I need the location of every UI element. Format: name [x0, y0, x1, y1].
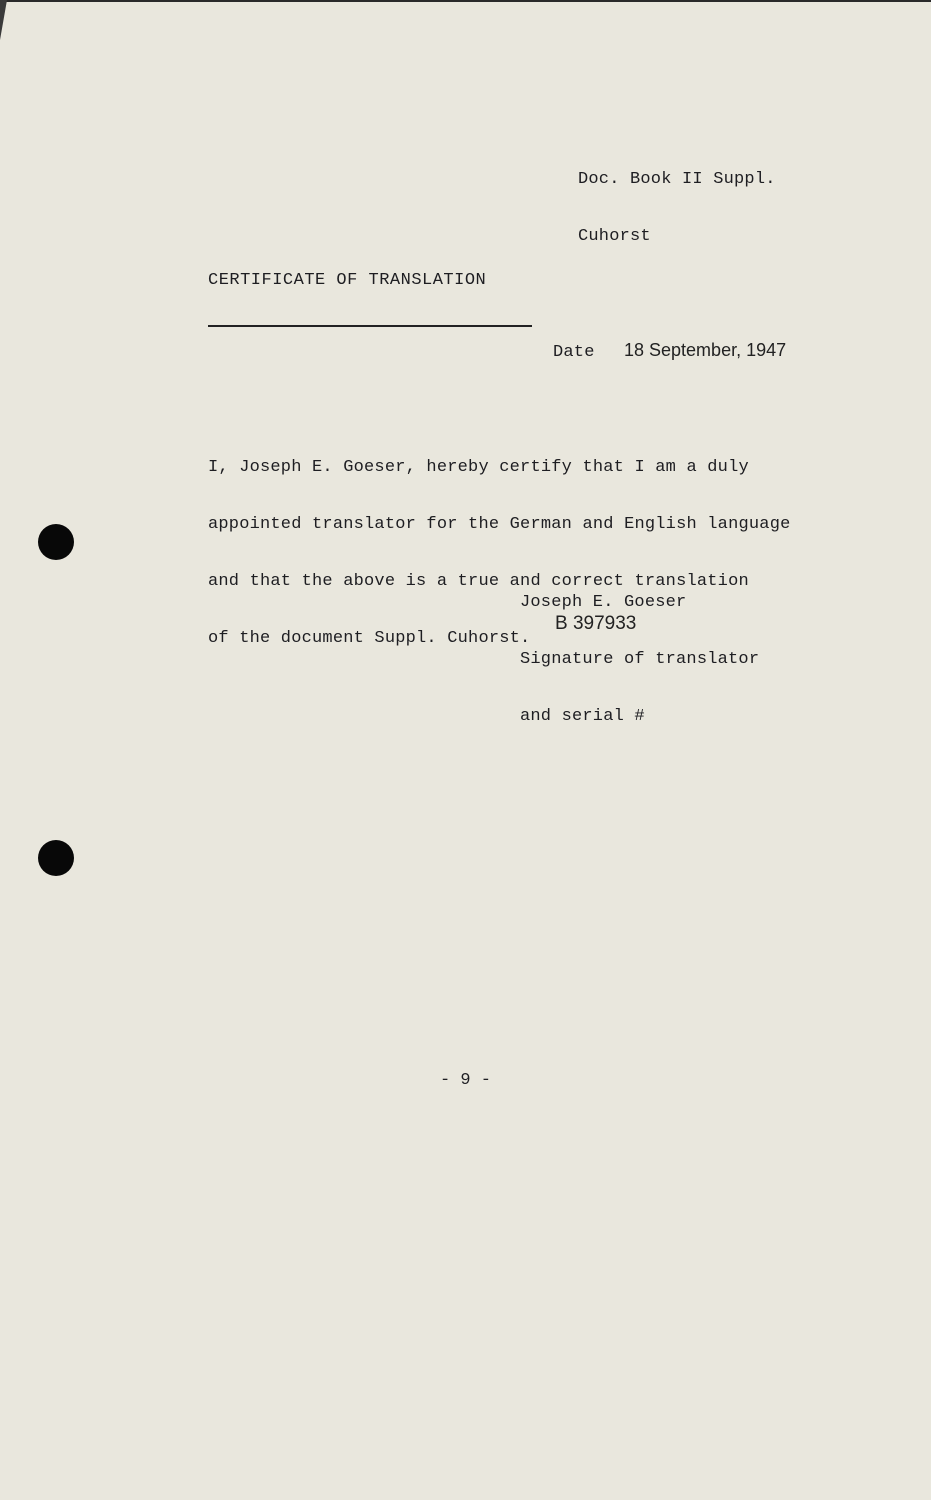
date-value: 18 September, 1947 [624, 340, 787, 360]
document-reference-line-1: Doc. Book II Suppl. [578, 170, 776, 189]
top-edge-rule [0, 0, 931, 2]
punch-hole-lower [38, 840, 74, 876]
title-underline [208, 325, 532, 327]
signature-block [520, 555, 759, 764]
signature-caption-line-2: and serial # [520, 707, 645, 726]
corner-shadow [0, 0, 7, 40]
page-number: - 9 - [440, 1071, 492, 1090]
translator-name: Joseph E. Goeser [520, 593, 687, 612]
punch-hole-upper [38, 524, 74, 560]
certification-line-2: appointed translator for the German and English language [208, 515, 791, 534]
date-label: Date [553, 343, 595, 362]
certificate-title: CERTIFICATE OF TRANSLATION [208, 271, 487, 290]
signature-caption-line-1: Signature of translator [520, 650, 760, 669]
certification-line-4: of the document Suppl. Cuhorst. [208, 629, 531, 648]
certification-line-1: I, Joseph E. Goeser, hereby certify that I am a duly [208, 458, 749, 477]
certification-line-3: and that the above is a true and correct translation [208, 572, 749, 591]
document-reference-line-2: Cuhorst [578, 227, 651, 246]
document-reference [578, 132, 776, 284]
serial-number: B 397933 [555, 613, 637, 634]
